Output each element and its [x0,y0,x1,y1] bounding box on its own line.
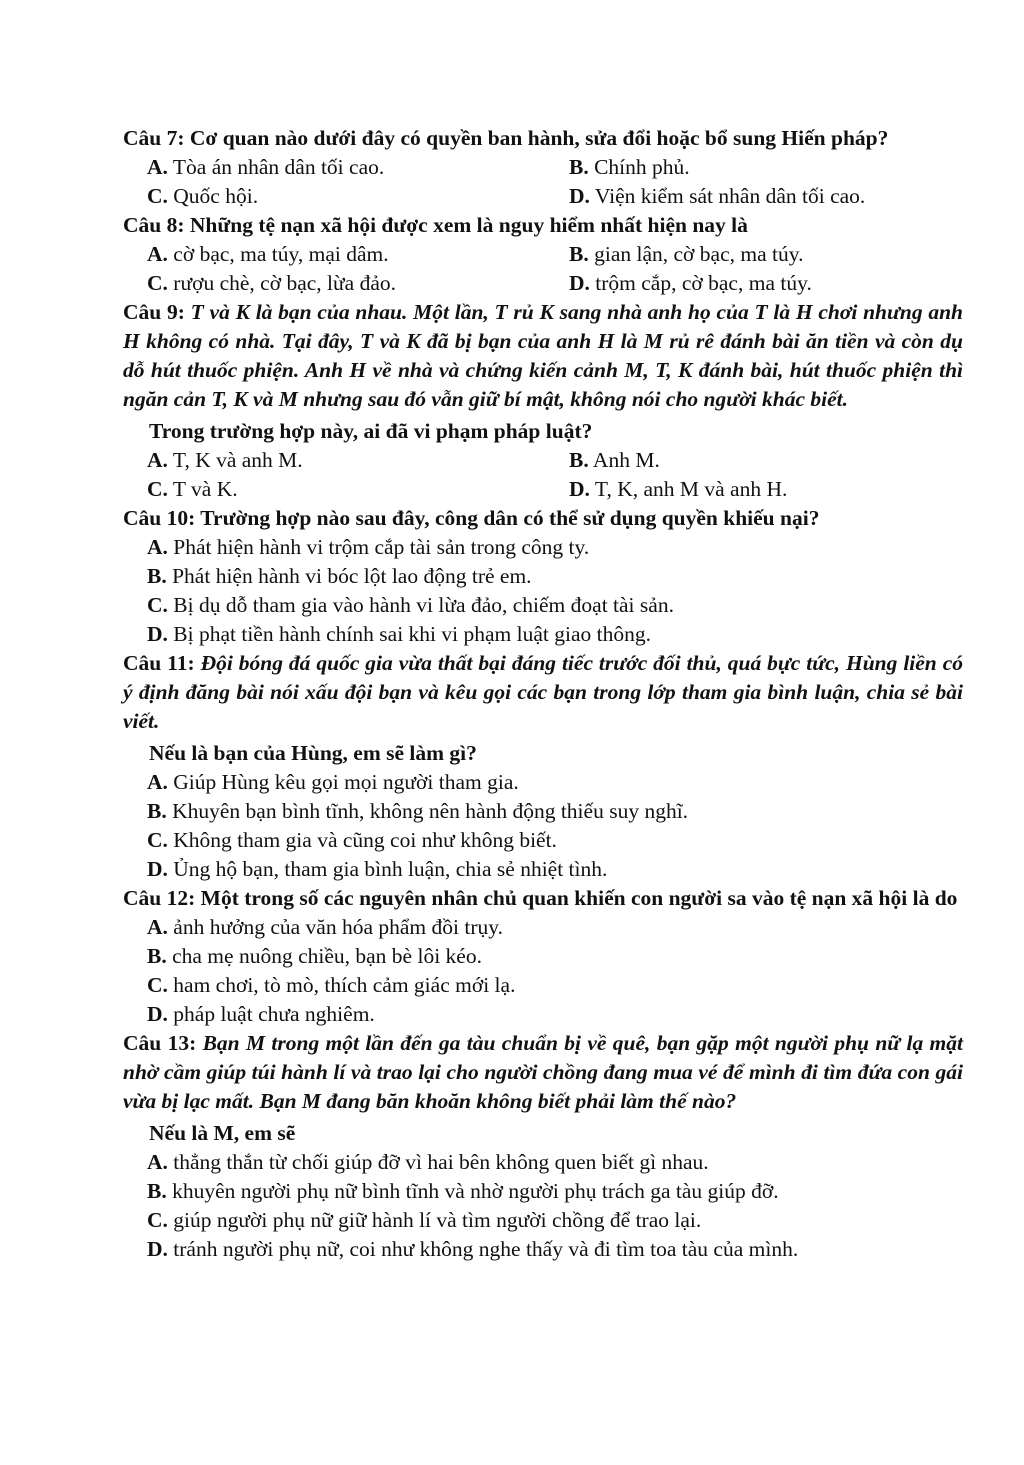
question-text: Một trong số các nguyên nhân chủ quan khiến con người sa vào tệ nạn xã hội là do [200,886,958,910]
answer-options [123,533,963,649]
option-a[interactable]: A. cờ bạc, ma túy, mại dâm. [147,242,389,266]
option-c[interactable]: C. Không tham gia và cũng coi như không biết. [147,828,557,852]
option-d[interactable]: D. Bị phạt tiền hành chính sai khi vi phạm luật giao thông. [147,622,651,646]
option-a[interactable]: A. T, K và anh M. [147,448,303,472]
question-text: Những tệ nạn xã hội được xem là nguy hiểm nhất hiện nay là [189,213,748,237]
option-a[interactable]: A. Phát hiện hành vi trộm cắp tài sản trong công ty. [147,535,590,559]
answer-options [123,446,963,504]
option-c[interactable]: C. Quốc hội. [147,184,259,208]
question-12 [123,884,963,1029]
answer-options [123,1148,963,1264]
question-13 [123,1029,963,1264]
option-d[interactable]: D. Ủng hộ bạn, tham gia bình luận, chia sẻ nhiệt tình. [147,857,608,881]
question-text: Bạn M trong một lần đến ga tàu chuẩn bị về quê, bạn gặp một người phụ nữ lạ mặt nhờ cầm giúp túi hành lí và trao lại cho người chồng đang mua vé để mình đi tìm đứa con gái vừa bị lạc mất. Bạn M đang băn khoăn không biết phải làm thế nào? [123,1031,963,1113]
option-a[interactable]: A. thẳng thắn từ chối giúp đỡ vì hai bên không quen biết gì nhau. [147,1150,709,1174]
option-d[interactable]: D. trộm cắp, cờ bạc, ma túy. [569,271,812,295]
answer-options [123,913,963,1029]
option-b[interactable]: B. Phát hiện hành vi bóc lột lao động trẻ em. [147,564,532,588]
question-prompt: Nếu là M, em sẽ [149,1121,296,1145]
question-label: Câu 13: [123,1031,197,1055]
option-b[interactable]: B. cha mẹ nuông chiều, bạn bè lôi kéo. [147,944,482,968]
question-8 [123,211,963,298]
question-label: Câu 10: [123,506,196,530]
option-a[interactable]: A. Tòa án nhân dân tối cao. [147,155,385,179]
question-prompt: Trong trường hợp này, ai đã vi phạm pháp luật? [149,419,593,443]
option-c[interactable]: C. rượu chè, cờ bạc, lừa đảo. [147,271,397,295]
option-b[interactable]: B. Chính phủ. [569,155,690,179]
question-label: Câu 9: [123,300,185,324]
option-c[interactable]: C. T và K. [147,477,238,501]
question-label: Câu 11: [123,651,195,675]
question-stem [123,211,963,240]
question-stem [123,124,963,153]
question-label: Câu 8: [123,213,185,237]
option-c[interactable]: C. ham chơi, tò mò, thích cảm giác mới lạ. [147,973,516,997]
question-9 [123,298,963,504]
option-b[interactable]: B. khuyên người phụ nữ bình tĩnh và nhờ người phụ trách ga tàu giúp đỡ. [147,1179,779,1203]
question-stem [123,1029,963,1116]
option-d[interactable]: D. T, K, anh M và anh H. [569,477,788,501]
option-d[interactable]: D. pháp luật chưa nghiêm. [147,1002,375,1026]
option-c[interactable]: C. Bị dụ dỗ tham gia vào hành vi lừa đảo, chiếm đoạt tài sản. [147,593,674,617]
question-stem [123,884,963,913]
option-b[interactable]: B. Khuyên bạn bình tĩnh, không nên hành động thiếu suy nghĩ. [147,799,689,823]
question-stem [123,504,963,533]
option-a[interactable]: A. Giúp Hùng kêu gọi mọi người tham gia. [147,770,519,794]
question-stem [123,649,963,736]
question-text: Cơ quan nào dưới đây có quyền ban hành, sửa đổi hoặc bổ sung Hiến pháp? [189,126,889,150]
option-b[interactable]: B. Anh M. [569,448,660,472]
option-d[interactable]: D. Viện kiểm sát nhân dân tối cao. [569,184,866,208]
question-text: T và K là bạn của nhau. Một lần, T rủ K sang nhà anh họ của T là H chơi nhưng anh H không có nhà. Tại đây, T và K đã bị bạn của anh H là M rủ rê đánh bài ăn tiền và còn dụ dỗ hút thuốc phiện. Anh H về nhà và chứng kiến cảnh M, T, K đánh bài, hút thuốc phiện thì ngăn cản T, K và M nhưng sau đó vẫn giữ bí mật, không nói cho người khác biết. [123,300,963,411]
question-prompt: Nếu là bạn của Hùng, em sẽ làm gì? [149,741,477,765]
question-7 [123,124,963,211]
answer-options [123,153,963,211]
question-text: Trường hợp nào sau đây, công dân có thể sử dụng quyền khiếu nại? [200,506,820,530]
option-d[interactable]: D. tránh người phụ nữ, coi như không nghe thấy và đi tìm toa tàu của mình. [147,1237,799,1261]
question-11 [123,649,963,884]
question-label: Câu 7: [123,126,185,150]
exam-page [123,124,963,1264]
answer-options [123,768,963,884]
answer-options [123,240,963,298]
option-b[interactable]: B. gian lận, cờ bạc, ma túy. [569,242,804,266]
question-stem [123,298,963,414]
option-a[interactable]: A. ảnh hưởng của văn hóa phẩm đồi trụy. [147,915,503,939]
option-c[interactable]: C. giúp người phụ nữ giữ hành lí và tìm người chồng để trao lại. [147,1208,702,1232]
question-label: Câu 12: [123,886,196,910]
question-text: Đội bóng đá quốc gia vừa thất bại đáng tiếc trước đối thủ, quá bực tức, Hùng liền có ý định đăng bài nói xấu đội bạn và kêu gọi các bạn trong lớp tham gia bình luận, chia sẻ bài viết. [123,651,963,733]
question-10 [123,504,963,649]
